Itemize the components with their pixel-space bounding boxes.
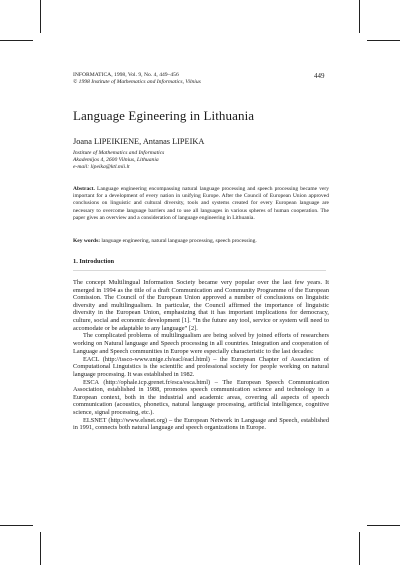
copyright-line: © 1998 Institute of Mathematics and Informatics, Vilnius — [73, 79, 201, 85]
crop-mark — [359, 532, 360, 565]
paragraph: ELSNET (http://www.elsnet.org) – the European Network in Language and Speech, established in 1991, connects both natural language and speech organizations in Europe. — [73, 416, 329, 432]
affiliation-email: e-mail: lipeika@ktl.mii.lt — [73, 164, 130, 171]
keywords-text: language engineering, natural language processing, speech processing. — [101, 238, 257, 244]
affiliation-institute: Institute of Mathematics and Informatics — [73, 150, 165, 156]
crop-mark — [367, 525, 400, 526]
authors: Joana LIPEIKIENE, Antanas LIPEIKA — [73, 137, 205, 146]
abstract — [73, 186, 329, 222]
paragraph: The concept Multilingual Information Society became very popular over the last few years. It emerged in 1994 as the title of a draft Communication and Community Programme of the European Comission. The Council of the European Union approved a number of conclusions on linguistic diversity and multilingualism. In particular, the Council affirmed the importance of linguistic diversity in the European Union, emphasizing that it has important implications for democracy, culture, social and economic development [1]. “In the future any tool, service or system will need to accomodate or be adaptable to any language” [2]. — [73, 279, 329, 332]
abstract-text: Language engineering encompassing natural language processing and speech processing became very important for a development of every nation in unifying Europe. After the Council of European Union approved conclusions on linguistic and cultural diversity, tools and systems created for every European language are necessary to overcome language barriers and to use all languages in various spheres of human cooperation. The paper gives an overview and a consideration of language engineering in Lithuania. — [73, 186, 329, 221]
page-number: 449 — [314, 72, 325, 80]
paper-title: Language Egineering in Lithuania — [73, 108, 255, 123]
keywords — [73, 238, 329, 245]
section-heading: 1. Introduction — [73, 258, 115, 265]
body-text — [73, 279, 329, 432]
affiliation-address: Akademijos 4, 2600 Vilnius, Lithuania — [73, 157, 159, 164]
crop-mark — [367, 40, 400, 41]
journal-line: INFORMATICA, 1998, Vol. 9, No. 4, 449–456 — [73, 72, 179, 78]
paragraph: ESCA (http://ophale.icp.grenet.fr/esca/esca.html) – The European Speech Communication Association, established in 1988, promotes speech communication science and technology in a European context, both in the industrial and academic areas, covering all aspects of speech communication (acoustics, phonetics, natural language processing, artificial intelligence, cognitive science, signal processing, etc.). — [73, 378, 329, 416]
crop-mark — [0, 525, 33, 526]
crop-mark — [40, 532, 41, 565]
section-divider — [73, 270, 326, 271]
paragraph: The complicated problems of multilingualism are being solved by joined efforts of researchers working on Natural language and Speech processing in all countries. Integration and cooperation of Language and Speech communities in Europe were especially characteristic to the last decades: — [73, 332, 329, 355]
abstract-label: Abstract. — [73, 186, 95, 192]
affiliation — [73, 150, 164, 172]
keywords-label: Key words: — [73, 238, 101, 244]
crop-mark — [0, 40, 33, 41]
crop-mark — [359, 0, 360, 33]
paragraph: EACL (http://issco-www.unige.ch/eacl/eacl.html) – the European Chapter of Association of Computational Linguistics is the scientific and professional society for people working on natural language processing. It was established in 1982. — [73, 355, 329, 378]
journal-header — [73, 72, 333, 86]
crop-mark — [40, 0, 41, 33]
